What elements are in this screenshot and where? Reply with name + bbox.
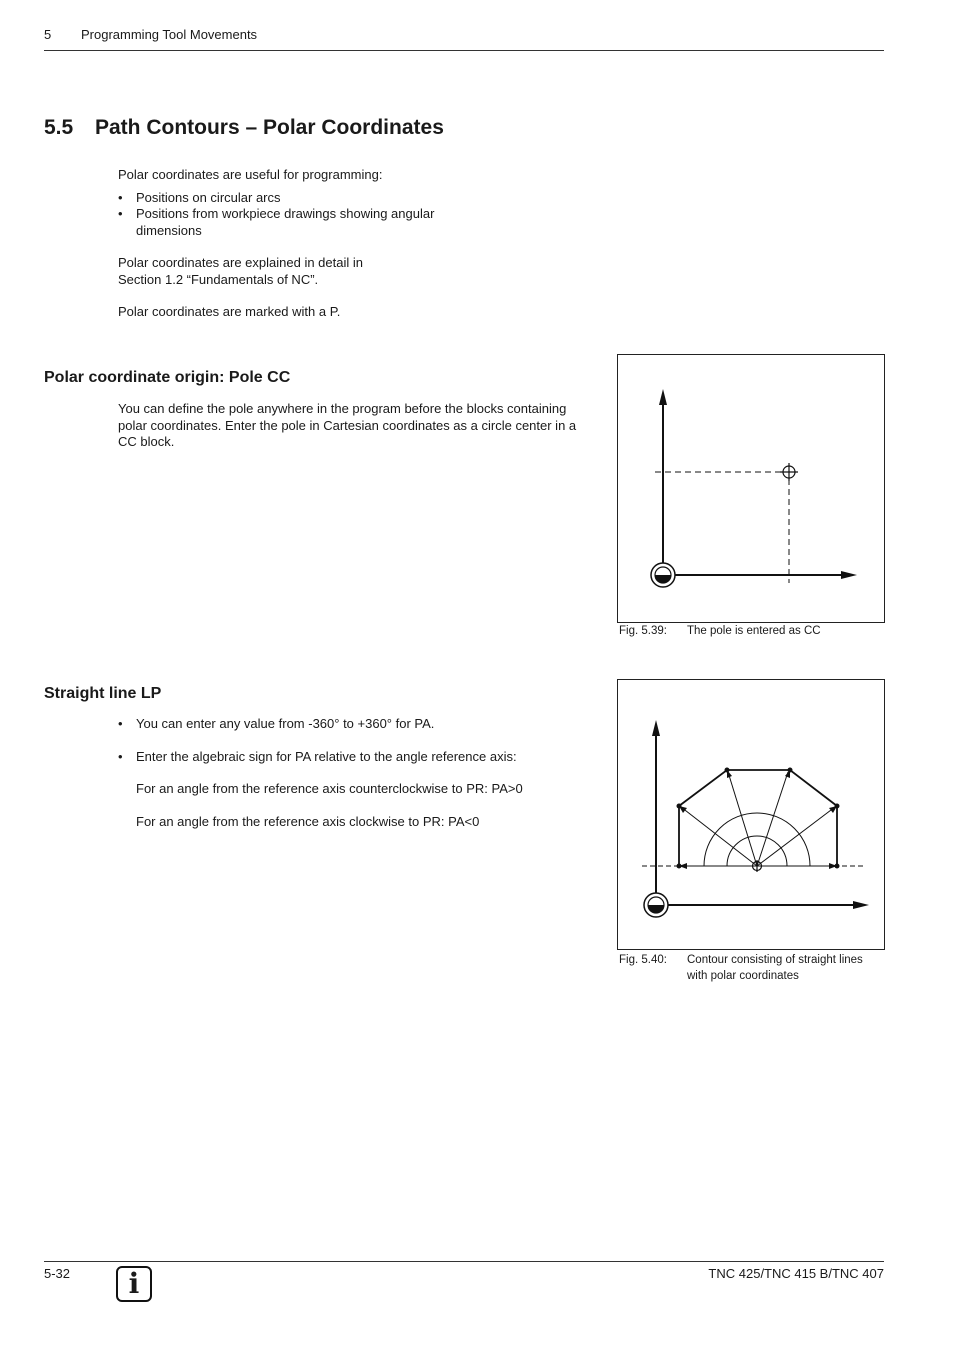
- x-axis-arrow: [841, 571, 857, 579]
- intro-bullet: • Positions from workpiece drawings showing angular dimensions: [118, 206, 448, 239]
- intro-lead: Polar coordinates are useful for programming:: [118, 167, 383, 182]
- pole-text: You can define the pole anywhere in the program before the blocks containing polar coordinates. Enter the pole in Cartesian coordinates as a circle center in a CC block.: [118, 401, 577, 449]
- ccw-rule: For an angle from the reference axis counterclockwise to PR: PA>0: [136, 781, 523, 796]
- intro-explained-line2: Section 1.2 “Fundamentals of NC”.: [118, 271, 319, 287]
- chapter-title: Programming Tool Movements: [81, 27, 258, 42]
- pole-cc-marker: [780, 463, 798, 481]
- section-title: [44, 116, 444, 140]
- polar-contour: [679, 770, 837, 866]
- contour-points: [677, 768, 840, 869]
- product-name: TNC 425/TNC 415 B/TNC 407: [708, 1266, 884, 1281]
- footer-rule: [44, 1261, 884, 1262]
- info-icon: i: [116, 1266, 152, 1302]
- origin-symbol: [651, 563, 675, 587]
- figure-5-40-label: Fig. 5.40:: [619, 954, 667, 966]
- pole-diagram: [618, 355, 884, 622]
- origin-symbol: [644, 893, 668, 917]
- straight-line-bullet: • Enter the algebraic sign for PA relative to the angle reference axis:: [118, 749, 588, 766]
- cw-rule: For an angle from the reference axis clockwise to PR: PA<0: [136, 813, 480, 829]
- section-title-text: Path Contours – Polar Coordinates: [95, 116, 444, 139]
- contour-diagram: [618, 680, 884, 949]
- figure-5-40-text-2: with polar coordinates: [687, 970, 799, 982]
- header-rule: [44, 50, 884, 51]
- y-axis-arrow: [652, 720, 660, 736]
- figure-5-39-text: The pole is entered as CC: [687, 625, 821, 637]
- section-number: 5.5: [44, 116, 74, 139]
- intro-marked: Polar coordinates are marked with a P.: [118, 304, 341, 319]
- pole-heading: Polar coordinate origin: Pole CC: [44, 369, 291, 386]
- chapter-number: 5: [44, 27, 52, 42]
- vector-arrowheads: [679, 770, 837, 869]
- y-axis-arrow: [659, 389, 667, 405]
- x-axis-arrow: [853, 901, 869, 909]
- straight-line-bullet: • You can enter any value from -360° to +360° for PA.: [118, 716, 588, 733]
- straight-line-heading: Straight line LP: [44, 685, 162, 702]
- figure-contour: [617, 679, 885, 950]
- figure-5-39-label: Fig. 5.39:: [619, 625, 667, 637]
- figure-pole: [617, 354, 885, 623]
- figure-5-40-caption: [619, 953, 884, 983]
- figure-5-40-text-1: Contour consisting of straight lines: [687, 954, 863, 966]
- figure-5-39-caption: [619, 624, 884, 638]
- angle-arcs: [704, 813, 810, 866]
- intro-explained-line1: Polar coordinates are explained in detail in: [118, 255, 363, 270]
- intro-bullet: • Positions on circular arcs: [118, 190, 448, 207]
- page-number: 5-32: [44, 1266, 71, 1281]
- intro-block: [118, 167, 448, 321]
- straight-line-block: [118, 716, 588, 830]
